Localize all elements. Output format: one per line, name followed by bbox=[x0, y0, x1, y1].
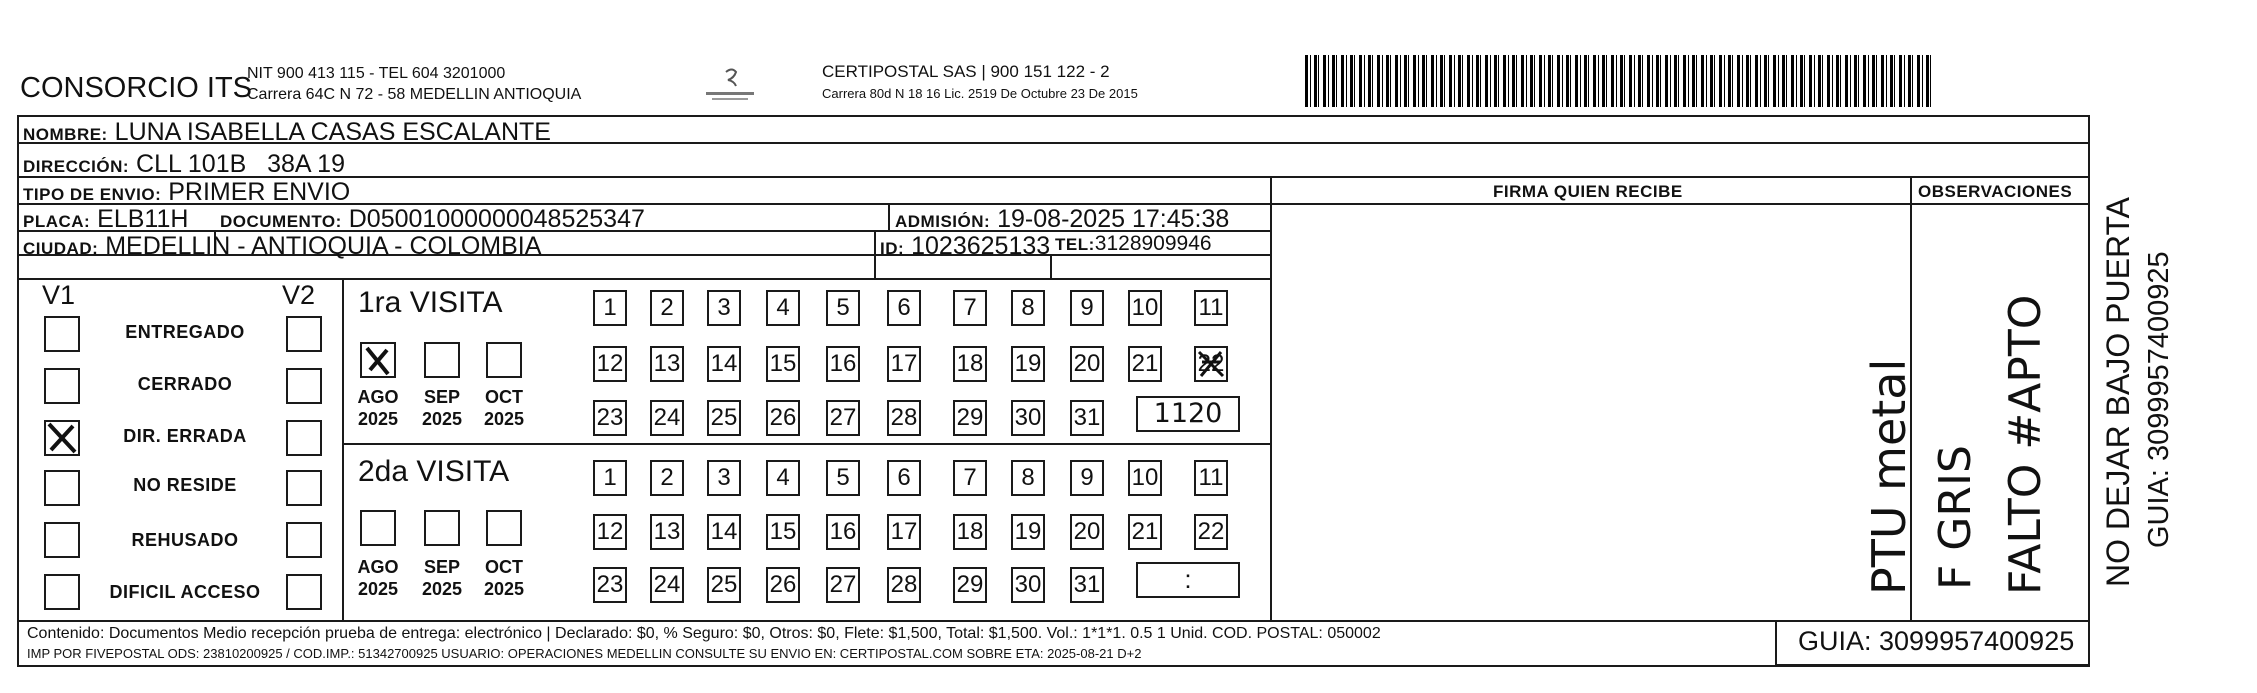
first-visit-day-26[interactable]: 26 bbox=[766, 400, 800, 436]
first-visit-day-5[interactable]: 5 bbox=[826, 290, 860, 326]
first-month-sep-label: SEP 2025 bbox=[421, 387, 463, 429]
courier-address: Carrera 80d N 18 16 Lic. 2519 De Octubre 23 De 2015 bbox=[822, 86, 1138, 101]
v1-dificil-acceso-checkbox[interactable] bbox=[44, 574, 80, 610]
tipo-label: TIPO DE ENVIO: bbox=[23, 185, 162, 204]
handwritten-note-line2: F GRIS bbox=[1930, 445, 1981, 590]
v1-dir-errada-checkbox[interactable] bbox=[44, 420, 80, 456]
ciudad-row bbox=[23, 232, 541, 261]
second-visit-day-14[interactable]: 14 bbox=[707, 514, 741, 550]
ciudad-label: CIUDAD: bbox=[23, 239, 99, 258]
first-visit-day-21[interactable]: 21 bbox=[1128, 346, 1162, 382]
status-rehusado: REHUSADO bbox=[131, 530, 239, 550]
second-visit-day-28[interactable]: 28 bbox=[887, 567, 921, 603]
v1-label: V1 bbox=[42, 280, 76, 310]
second-visit-day-18[interactable]: 18 bbox=[953, 514, 987, 550]
first-month-ago-checkbox[interactable] bbox=[360, 342, 396, 378]
v1-cerrado-checkbox[interactable] bbox=[44, 368, 80, 404]
second-visit-day-31[interactable]: 31 bbox=[1070, 567, 1104, 603]
status-cerrado: CERRADO bbox=[137, 374, 233, 394]
scribble-mark-icon bbox=[1196, 348, 1226, 380]
second-visit-day-30[interactable]: 30 bbox=[1011, 567, 1045, 603]
first-visit-day-3[interactable]: 3 bbox=[707, 290, 741, 326]
first-visit-day-16[interactable]: 16 bbox=[826, 346, 860, 382]
first-visit-day-24[interactable]: 24 bbox=[650, 400, 684, 436]
second-month-ago-checkbox[interactable] bbox=[360, 510, 396, 546]
first-visit-day-28[interactable]: 28 bbox=[887, 400, 921, 436]
nombre-label: NOMBRE: bbox=[23, 125, 108, 144]
first-visit-day-18[interactable]: 18 bbox=[953, 346, 987, 382]
handwritten-note-line3: FALTO #APTO bbox=[2000, 294, 2051, 595]
admision-row bbox=[895, 205, 1229, 234]
first-visit-day-11[interactable]: 11 bbox=[1194, 290, 1228, 326]
second-visit-day-9[interactable]: 9 bbox=[1070, 460, 1104, 496]
id-label: ID: bbox=[880, 239, 905, 258]
status-no-reside: NO RESIDE bbox=[133, 475, 237, 495]
second-visit-day-22[interactable]: 22 bbox=[1194, 514, 1228, 550]
nombre-row bbox=[23, 118, 551, 147]
direccion-label: DIRECCIÓN: bbox=[23, 157, 130, 176]
placa-row bbox=[23, 205, 188, 234]
placa-value: ELB11H bbox=[97, 205, 189, 233]
first-visit-day-4[interactable]: 4 bbox=[766, 290, 800, 326]
tipo-row bbox=[23, 178, 350, 207]
observaciones-label: OBSERVACIONES bbox=[1918, 182, 2073, 201]
second-visit-time-box[interactable]: : bbox=[1136, 562, 1240, 598]
first-visit-day-6[interactable]: 6 bbox=[887, 290, 921, 326]
firma-label: FIRMA QUIEN RECIBE bbox=[1493, 182, 1683, 201]
first-visit-day-13[interactable]: 13 bbox=[650, 346, 684, 382]
v2-cerrado-checkbox[interactable] bbox=[286, 368, 322, 404]
status-dificil-acceso: DIFICIL ACCESO bbox=[109, 582, 261, 602]
second-visit-day-29[interactable]: 29 bbox=[953, 567, 987, 603]
second-visit-day-8[interactable]: 8 bbox=[1011, 460, 1045, 496]
footer-guia: GUIA: 3099957400925 bbox=[1798, 626, 2075, 656]
id-row bbox=[880, 232, 1050, 261]
admision-value: 19-08-2025 17:45:38 bbox=[997, 205, 1230, 233]
v1-rehusado-checkbox[interactable] bbox=[44, 522, 80, 558]
second-visit-day-16[interactable]: 16 bbox=[826, 514, 860, 550]
first-visit-day-8[interactable]: 8 bbox=[1011, 290, 1045, 326]
second-visit-day-1[interactable]: 1 bbox=[593, 460, 627, 496]
status-dir-errada: DIR. ERRADA bbox=[123, 426, 247, 446]
first-visit-day-15[interactable]: 15 bbox=[766, 346, 800, 382]
v2-rehusado-checkbox[interactable] bbox=[286, 522, 322, 558]
id-value: 1023625133 bbox=[911, 232, 1051, 260]
second-visit-day-17[interactable]: 17 bbox=[887, 514, 921, 550]
ciudad-value: MEDELLIN - ANTIOQUIA - COLOMBIA bbox=[105, 232, 542, 260]
v1-no-reside-checkbox[interactable] bbox=[44, 470, 80, 506]
first-visit-day-30[interactable]: 30 bbox=[1011, 400, 1045, 436]
company-nit: NIT 900 413 115 - TEL 604 3201000 bbox=[247, 65, 506, 82]
v1-entregado-checkbox[interactable] bbox=[44, 316, 80, 352]
company-name: CONSORCIO ITS bbox=[20, 72, 253, 104]
first-month-oct-label: OCT 2025 bbox=[483, 387, 525, 429]
v2-label: V2 bbox=[282, 280, 316, 310]
second-visit-day-27[interactable]: 27 bbox=[826, 567, 860, 603]
nombre-value: LUNA ISABELLA CASAS ESCALANTE bbox=[114, 118, 551, 146]
first-visit-day-22[interactable]: 22 bbox=[1194, 346, 1228, 382]
documento-label: DOCUMENTO: bbox=[220, 212, 342, 231]
check-mark-icon bbox=[46, 422, 78, 454]
v2-no-reside-checkbox[interactable] bbox=[286, 470, 322, 506]
second-visit-day-3[interactable]: 3 bbox=[707, 460, 741, 496]
first-visit-day-1[interactable]: 1 bbox=[593, 290, 627, 326]
first-visit-day-23[interactable]: 23 bbox=[593, 400, 627, 436]
second-visit-day-21[interactable]: 21 bbox=[1128, 514, 1162, 550]
second-visit-day-15[interactable]: 15 bbox=[766, 514, 800, 550]
first-visit-day-17[interactable]: 17 bbox=[887, 346, 921, 382]
first-visit-day-10[interactable]: 10 bbox=[1128, 290, 1162, 326]
company-address: Carrera 64C N 72 - 58 MEDELLIN ANTIOQUIA bbox=[247, 86, 582, 103]
first-visit-day-31[interactable]: 31 bbox=[1070, 400, 1104, 436]
second-month-oct-label: OCT 2025 bbox=[483, 557, 525, 599]
footer-imp: IMP POR FIVEPOSTAL ODS: 23810200925 / COD.IMP.: 51342700925 USUARIO: OPERACIONES MEDELLIN CONSULTE SU ENVIO EN: CERTIPOSTAL.COM SOBRE ETA: 2025-08-21 D+2 bbox=[27, 646, 1142, 661]
handwritten-note-line1: PTU metal bbox=[1862, 358, 1916, 595]
documento-value: D05001000000048525347 bbox=[348, 205, 645, 233]
first-month-oct-checkbox[interactable] bbox=[486, 342, 522, 378]
v2-entregado-checkbox[interactable] bbox=[286, 316, 322, 352]
first-visit-day-14[interactable]: 14 bbox=[707, 346, 741, 382]
first-month-ago-label: AGO 2025 bbox=[357, 387, 399, 429]
second-visit-day-24[interactable]: 24 bbox=[650, 567, 684, 603]
status-entregado: ENTREGADO bbox=[125, 322, 245, 342]
tipo-value: PRIMER ENVIO bbox=[168, 178, 351, 206]
second-month-ago-label: AGO 2025 bbox=[357, 557, 399, 599]
first-visit-day-9[interactable]: 9 bbox=[1070, 290, 1104, 326]
documento-row bbox=[220, 205, 645, 234]
second-visit-day-4[interactable]: 4 bbox=[766, 460, 800, 496]
second-visit-day-6[interactable]: 6 bbox=[887, 460, 921, 496]
placa-label: PLACA: bbox=[23, 212, 91, 231]
direccion-value: CLL 101B 38A 19 bbox=[136, 150, 345, 178]
first-visit-day-20[interactable]: 20 bbox=[1070, 346, 1104, 382]
tel-label: TEL: bbox=[1055, 235, 1095, 254]
second-visit-day-19[interactable]: 19 bbox=[1011, 514, 1045, 550]
second-visit-day-2[interactable]: 2 bbox=[650, 460, 684, 496]
second-visit-day-11[interactable]: 11 bbox=[1194, 460, 1228, 496]
first-visit-time-box[interactable]: 1120 bbox=[1136, 396, 1240, 432]
first-visit-day-7[interactable]: 7 bbox=[953, 290, 987, 326]
second-visit-title: 2da VISITA bbox=[358, 455, 510, 488]
check-mark-icon bbox=[362, 344, 394, 376]
second-visit-day-5[interactable]: 5 bbox=[826, 460, 860, 496]
second-visit-day-10[interactable]: 10 bbox=[1128, 460, 1162, 496]
second-visit-day-23[interactable]: 23 bbox=[593, 567, 627, 603]
no-dejar-bajo-puerta-label: NO DEJAR BAJO PUERTA bbox=[2100, 197, 2136, 587]
barcode bbox=[1305, 55, 1935, 107]
admision-label: ADMISIÓN: bbox=[895, 212, 991, 231]
second-visit-day-13[interactable]: 13 bbox=[650, 514, 684, 550]
second-visit-day-7[interactable]: 7 bbox=[953, 460, 987, 496]
v2-dificil-acceso-checkbox[interactable] bbox=[286, 574, 322, 610]
first-visit-day-12[interactable]: 12 bbox=[593, 346, 627, 382]
tel-value: 3128909946 bbox=[1094, 232, 1212, 255]
second-month-sep-label: SEP 2025 bbox=[421, 557, 463, 599]
first-visit-day-29[interactable]: 29 bbox=[953, 400, 987, 436]
second-visit-day-26[interactable]: 26 bbox=[766, 567, 800, 603]
second-visit-day-20[interactable]: 20 bbox=[1070, 514, 1104, 550]
first-visit-day-27[interactable]: 27 bbox=[826, 400, 860, 436]
second-month-oct-checkbox[interactable] bbox=[486, 510, 522, 546]
first-visit-title: 1ra VISITA bbox=[358, 286, 503, 319]
second-visit-day-25[interactable]: 25 bbox=[707, 567, 741, 603]
footer-contenido: Contenido: Documentos Medio recepción prueba de entrega: electrónico | Declarado: $0, % Seguro: $0, Otros: $0, Flete: $1,500, Total: $1,500. Vol.: 1*1*1. 0.5 1 Unid. COD. POSTAL: 050002 bbox=[27, 625, 1381, 642]
direccion-row bbox=[23, 150, 345, 179]
courier-logo bbox=[700, 66, 760, 106]
side-guia-label: GUIA: 3099957400925 bbox=[2143, 251, 2175, 548]
second-month-sep-checkbox[interactable] bbox=[424, 510, 460, 546]
tel-row bbox=[1055, 232, 1212, 256]
v2-dir-errada-checkbox[interactable] bbox=[286, 420, 322, 456]
first-visit-day-25[interactable]: 25 bbox=[707, 400, 741, 436]
courier-name: CERTIPOSTAL SAS | 900 151 122 - 2 bbox=[822, 62, 1110, 81]
first-month-sep-checkbox[interactable] bbox=[424, 342, 460, 378]
first-visit-day-19[interactable]: 19 bbox=[1011, 346, 1045, 382]
first-visit-day-2[interactable]: 2 bbox=[650, 290, 684, 326]
second-visit-day-12[interactable]: 12 bbox=[593, 514, 627, 550]
